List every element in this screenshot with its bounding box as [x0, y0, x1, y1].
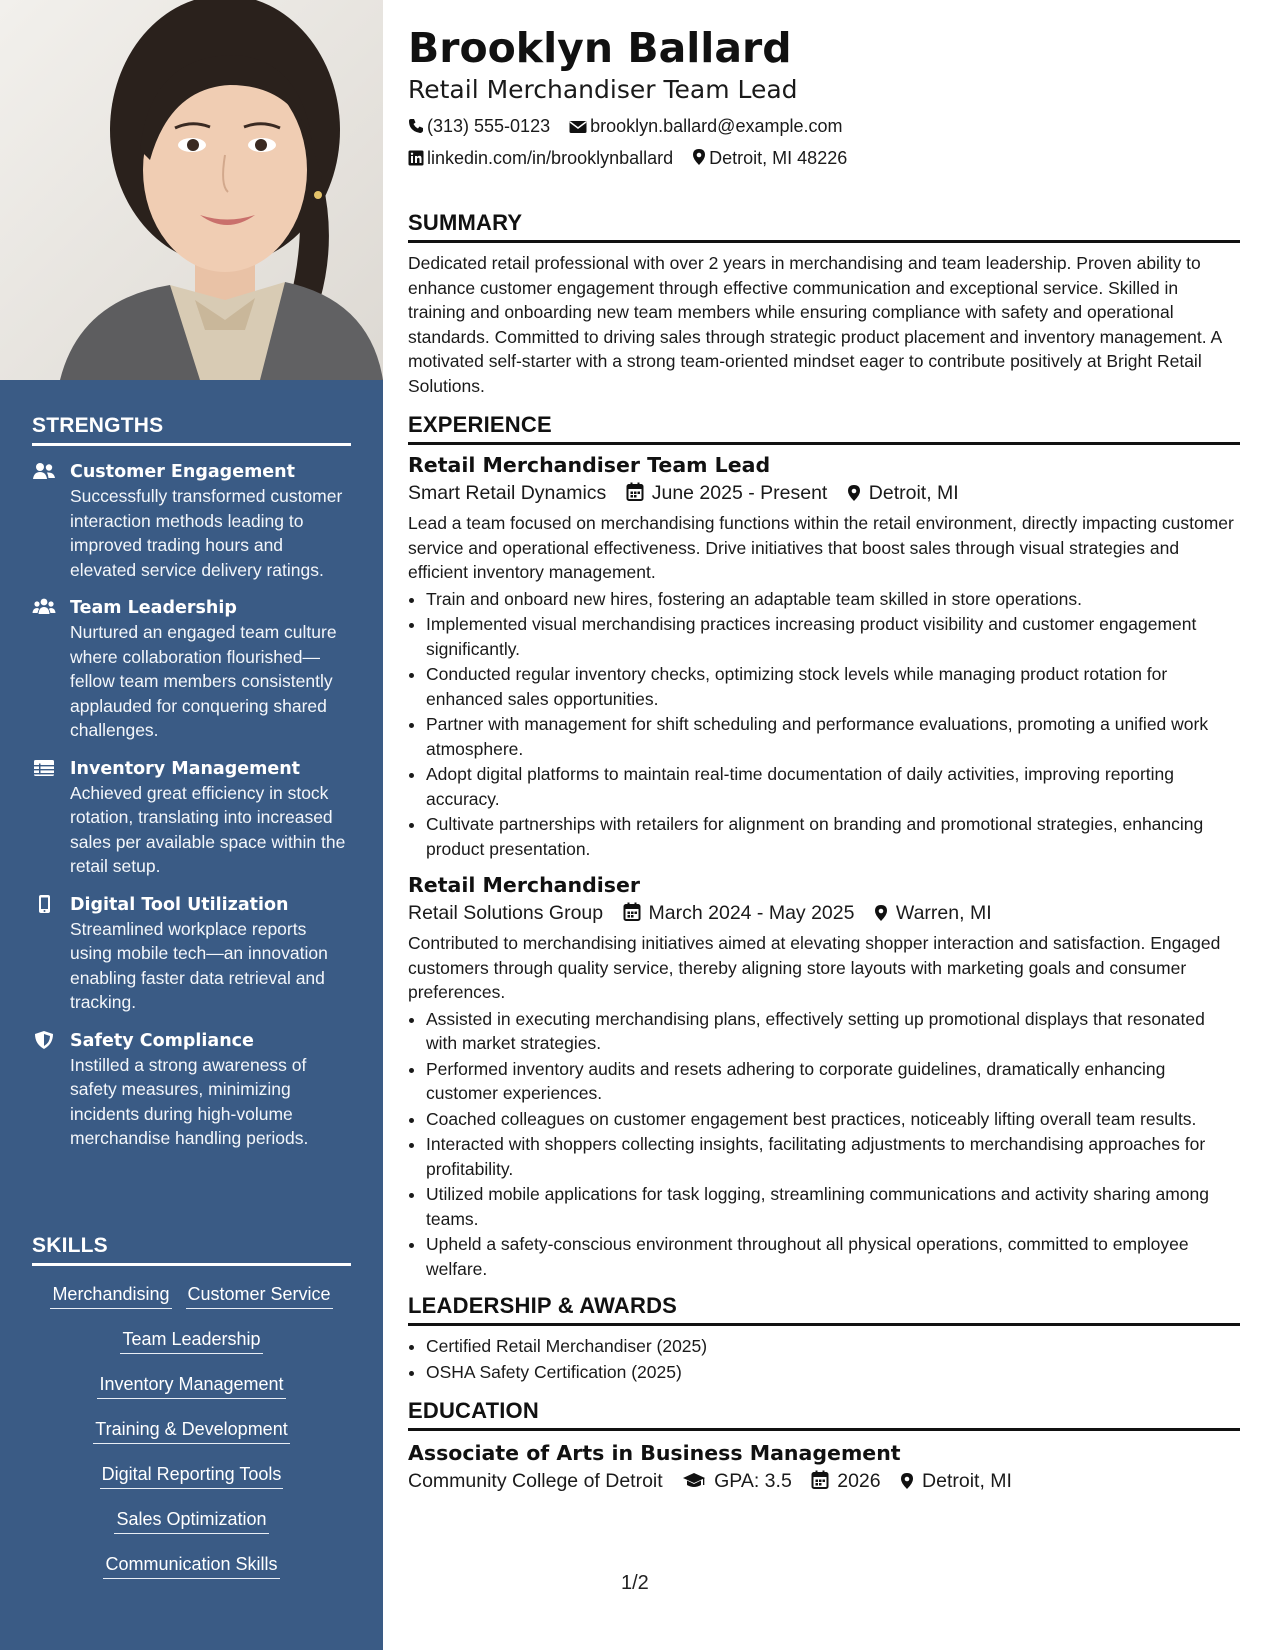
education-year-text: 2026	[837, 1470, 881, 1492]
experience-heading: EXPERIENCE	[408, 412, 1240, 445]
bullet-item: • Cultivate partnerships with retailers for alignment on branding and promotional strategies, enhancing product presentation.	[426, 812, 1240, 861]
job-title: Retail Merchandiser Team Lead	[408, 453, 771, 477]
skill-tag: Sales Optimization	[114, 1507, 268, 1534]
job-meta	[408, 899, 1240, 927]
map-pin-icon	[874, 904, 888, 922]
skills-section	[32, 1234, 351, 1597]
gpa	[682, 1467, 792, 1495]
bullet-item: • Assisted in executing merchandising plans, effectively setting up promotional displays that resonated with market strategies.	[426, 1007, 1240, 1056]
summary-section	[408, 210, 1240, 398]
skill-tag: Merchandising	[50, 1282, 171, 1309]
education-location	[900, 1467, 1012, 1495]
award-item: • OSHA Safety Certification (2025)	[426, 1360, 1240, 1385]
strength-title: Safety Compliance	[70, 1030, 254, 1051]
job-location	[847, 479, 959, 507]
job-entry	[408, 871, 1240, 1281]
map-pin-icon	[900, 1472, 914, 1490]
phone-contact[interactable]	[408, 114, 550, 138]
job-dates	[626, 479, 828, 507]
bullet-item: • Train and onboard new hires, fostering an adaptable team skilled in store operations.	[426, 587, 1240, 612]
education-location-text: Detroit, MI	[922, 1470, 1012, 1492]
job-summary: Lead a team focused on merchandising functions within the retail environment, directly impacting customer service and operational effectiveness. Drive initiatives that boost sales through visual strategies and efficient inventory management.	[408, 513, 1234, 582]
degree-title: Associate of Arts in Business Management	[408, 1441, 901, 1465]
strength-description: Achieved great efficiency in stock rotation, translating into increased sales per available space within the retail setup.	[70, 782, 346, 876]
strength-description: Nurtured an engaged team culture where collaboration flourished—fellow team members consistently applauded for conquering shared challenges.	[70, 622, 337, 740]
strength-title: Team Leadership	[70, 598, 237, 618]
bullet-item: • Interacted with shoppers collecting insights, facilitating adjustments to merchandising approaches for profitability.	[426, 1132, 1240, 1181]
job-title: Retail Merchandiser	[408, 873, 641, 897]
list-icon	[32, 758, 56, 778]
school-name: Community College of Detroit	[408, 1470, 663, 1492]
calendar-icon	[626, 482, 644, 502]
award-item: • Certified Retail Merchandiser (2025)	[426, 1334, 1240, 1359]
strength-title: Customer Engagement	[70, 462, 296, 482]
graduation-cap-icon	[682, 1472, 706, 1490]
email-text: brooklyn.ballard@example.com	[590, 116, 843, 136]
experience-section	[408, 412, 1240, 1281]
job-bullets	[408, 1007, 1240, 1282]
education-heading: EDUCATION	[408, 1398, 1240, 1431]
job-dates	[623, 899, 855, 927]
job-meta	[408, 479, 1240, 507]
strength-item	[32, 893, 351, 1015]
map-pin-icon	[692, 148, 706, 166]
calendar-icon	[811, 1470, 829, 1490]
linkedin-icon	[408, 150, 424, 166]
job-summary: Contributed to merchandising initiatives aimed at elevating shopper interaction and satisfaction. Engaged customers through quality service, thereby aligning store layouts with marketing goals and consumer preferences.	[408, 933, 1221, 1002]
job-dates-text: March 2024 - May 2025	[648, 902, 855, 924]
skill-tag: Communication Skills	[103, 1552, 279, 1579]
bullet-item: • Conducted regular inventory checks, optimizing stock levels while managing product rotation for enhanced sales opportunities.	[426, 662, 1240, 711]
education-meta	[408, 1467, 1240, 1495]
map-pin-icon	[847, 484, 861, 502]
job-bullets	[408, 587, 1240, 862]
strength-item	[32, 596, 351, 743]
location-text: Detroit, MI 48226	[709, 148, 848, 168]
profile-photo	[0, 0, 383, 380]
candidate-headline: Retail Merchandiser Team Lead	[408, 75, 798, 104]
strength-title: Digital Tool Utilization	[70, 894, 289, 915]
phone-icon	[408, 118, 424, 134]
bullet-item: • Performed inventory audits and resets adhering to corporate guidelines, dramatically enhancing customer experiences.	[426, 1057, 1240, 1106]
users-icon	[32, 461, 56, 481]
mobile-icon	[32, 894, 56, 914]
page-number: 1/2	[621, 1572, 649, 1594]
phone-text: (313) 555-0123	[427, 116, 551, 136]
summary-heading: SUMMARY	[408, 210, 1240, 243]
skills-heading: SKILLS	[32, 1234, 351, 1266]
strength-item	[32, 1029, 351, 1151]
strengths-heading: STRENGTHS	[32, 414, 351, 446]
strength-item	[32, 460, 351, 582]
envelope-icon	[569, 120, 587, 134]
education-section	[408, 1398, 1240, 1495]
portrait-image	[0, 0, 383, 380]
bullet-item: • Implemented visual merchandising practices increasing product visibility and customer engagement significantly.	[426, 612, 1240, 661]
contact-row-2	[408, 146, 1240, 170]
candidate-name: Brooklyn Ballard	[408, 24, 792, 72]
sidebar	[0, 0, 383, 1650]
bullet-item: • Coached colleagues on customer engagement best practices, noticeably lifting overall team results.	[426, 1107, 1240, 1132]
skill-tag: Team Leadership	[120, 1327, 262, 1354]
job-location-text: Detroit, MI	[868, 482, 959, 504]
awards-section	[408, 1293, 1240, 1384]
awards-list	[408, 1334, 1240, 1384]
email-contact[interactable]	[569, 114, 842, 138]
linkedin-text: linkedin.com/in/brooklynballard	[427, 148, 674, 168]
strength-item	[32, 757, 351, 879]
contact-row	[408, 114, 1240, 138]
job-entry	[408, 451, 1240, 861]
bullet-item: • Upheld a safety-conscious environment throughout all physical operations, committed to employee welfare.	[426, 1232, 1240, 1281]
education-year	[811, 1467, 880, 1495]
skill-tag: Customer Service	[186, 1282, 333, 1309]
job-location	[874, 899, 992, 927]
strength-description: Successfully transformed customer interaction methods leading to improved trading hours and elevated service delivery ratings.	[70, 486, 343, 580]
summary-text: Dedicated retail professional with over 2 years in merchandising and team leadership. Proven ability to enhance customer engagement through effective communication and exceptional service. Skilled in training and onboarding new team members while ensuring compliance with safety and operational standards. Committed to driving sales through strategic product placement and inventory management. A motivated self-starter with a strong team-oriented mindset eager to contribute positively at Bright Retail Solutions.	[408, 253, 1222, 396]
skill-tag: Training & Development	[93, 1417, 289, 1444]
strengths-section	[32, 414, 351, 1151]
location-contact	[692, 146, 847, 170]
strength-title: Inventory Management	[70, 758, 301, 779]
awards-heading: LEADERSHIP & AWARDS	[408, 1293, 1240, 1326]
company-name: Smart Retail Dynamics	[408, 482, 607, 504]
strength-description: Instilled a strong awareness of safety measures, minimizing incidents during high-volume merchandise handling periods.	[70, 1054, 309, 1148]
skills-list	[32, 1282, 351, 1580]
strength-description: Streamlined workplace reports using mobile tech—an innovation enabling faster data retrieval and tracking.	[70, 918, 328, 1012]
linkedin-contact[interactable]	[408, 146, 673, 170]
job-location-text: Warren, MI	[895, 902, 992, 924]
gpa-text: GPA: 3.5	[714, 1470, 792, 1492]
team-icon	[32, 597, 56, 617]
bullet-item: • Adopt digital platforms to maintain real-time documentation of daily activities, improving reporting accuracy.	[426, 762, 1240, 811]
main-content	[408, 22, 1240, 1495]
shield-icon	[32, 1030, 56, 1050]
bullet-item: • Partner with management for shift scheduling and performance evaluations, promoting a unified work atmosphere.	[426, 712, 1240, 761]
skill-tag: Digital Reporting Tools	[100, 1462, 284, 1489]
calendar-icon	[623, 902, 641, 922]
bullet-item: • Utilized mobile applications for task logging, streamlining communications and activity sharing among teams.	[426, 1182, 1240, 1231]
company-name: Retail Solutions Group	[408, 902, 604, 924]
job-dates-text: June 2025 - Present	[651, 482, 828, 504]
skill-tag: Inventory Management	[97, 1372, 285, 1399]
